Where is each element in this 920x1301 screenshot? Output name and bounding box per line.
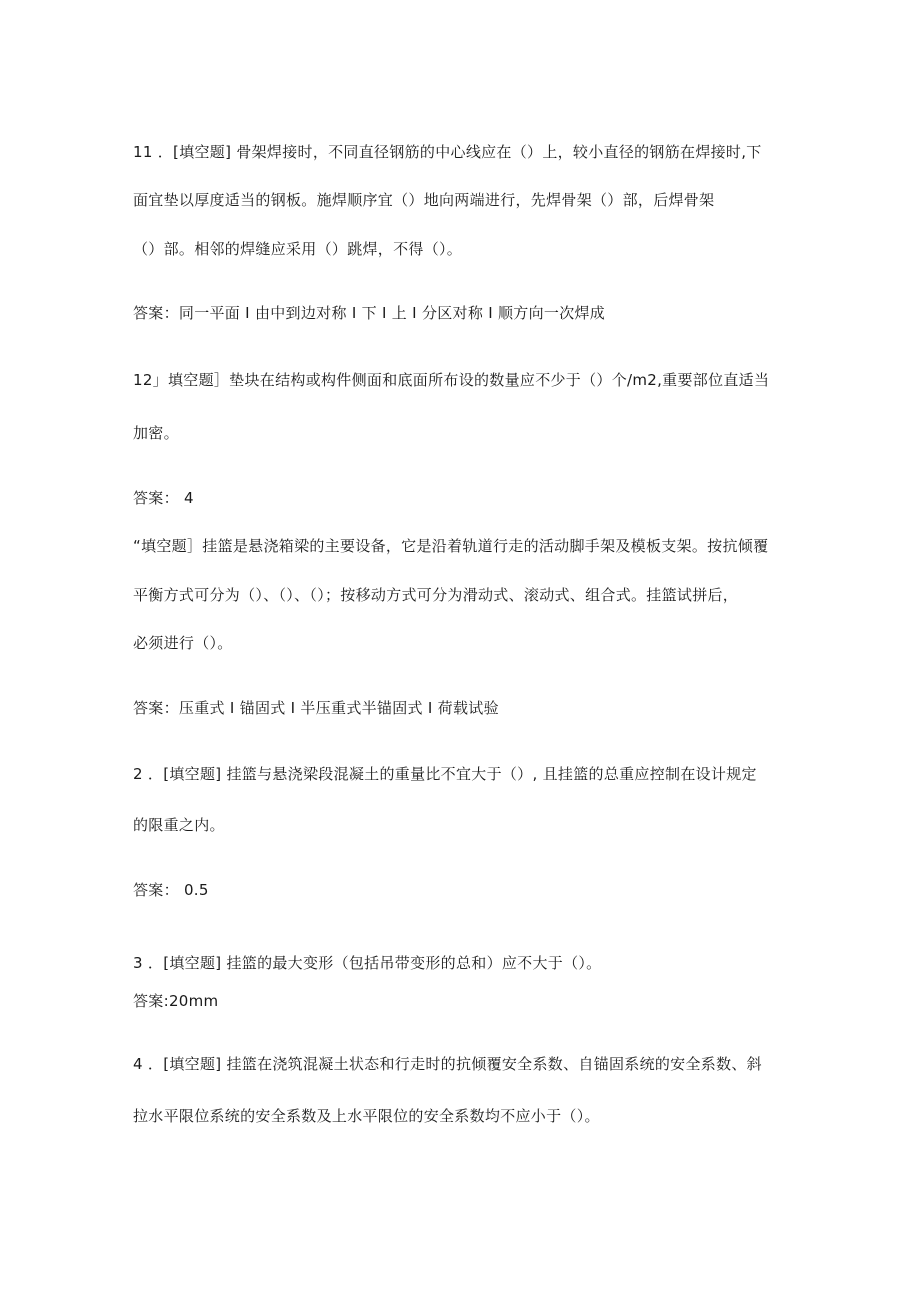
question-text-line: 12」填空题］垫块在结构或构件侧面和底面所布设的数量应不少于（）个/m2,重要部位直适当 <box>133 371 770 389</box>
question-text-line: 平衡方式可分为（）、（）、（）；按移动方式可分为滑动式、滚动式、组合式。挂篮试拼后， <box>133 586 739 604</box>
question-text-line: 3 ．[填空题] 挂篮的最大变形（包括吊带变形的总和）应不大于（）。 <box>133 954 602 972</box>
question-text-line: “填空题］挂篮是悬浇箱梁的主要设备，它是沿着轨道行走的活动脚手架及模板支架。按抗倾覆 <box>133 537 769 555</box>
question-text-line: 面宜垫以厚度适当的钢板。施焊顺序宜（）地向两端进行，先焊骨架（）部，后焊骨架 <box>133 191 715 209</box>
answer-text: 答案： 0.5 <box>133 881 209 899</box>
question-text-line: （）部。相邻的焊缝应采用（）跳焊，不得（）。 <box>133 240 463 258</box>
question-text-line: 加密。 <box>133 424 179 442</box>
question-text-line: 2 ．[填空题] 挂篮与悬浇梁段混凝土的重量比不宜大于（）, 且挂篮的总重应控制在设计规定 <box>133 765 757 783</box>
question-text-line: 必须进行（）。 <box>133 634 233 652</box>
question-text-line: 11 ．[填空题] 骨架焊接时，不同直径钢筋的中心线应在（）上，较小直径的钢筋在焊接时,下 <box>133 143 762 161</box>
answer-text: 答案:20mm <box>133 992 219 1010</box>
answer-text: 答案：同一平面 I 由中到边对称 I 下 I 上 I 分区对称 I 顺方向一次焊成 <box>133 304 606 322</box>
question-text-line: 拉水平限位系统的安全系数及上水平限位的安全系数均不应小于（）。 <box>133 1107 600 1125</box>
answer-text: 答案：压重式 I 锚固式 I 半压重式半锚固式 I 荷载试验 <box>133 699 499 717</box>
answer-text: 答案： 4 <box>133 489 194 507</box>
question-text-line: 的限重之内。 <box>133 816 225 834</box>
question-text-line: 4 ．[填空题] 挂篮在浇筑混凝土状态和行走时的抗倾覆安全系数、自锚固系统的安全系数、斜 <box>133 1055 762 1073</box>
